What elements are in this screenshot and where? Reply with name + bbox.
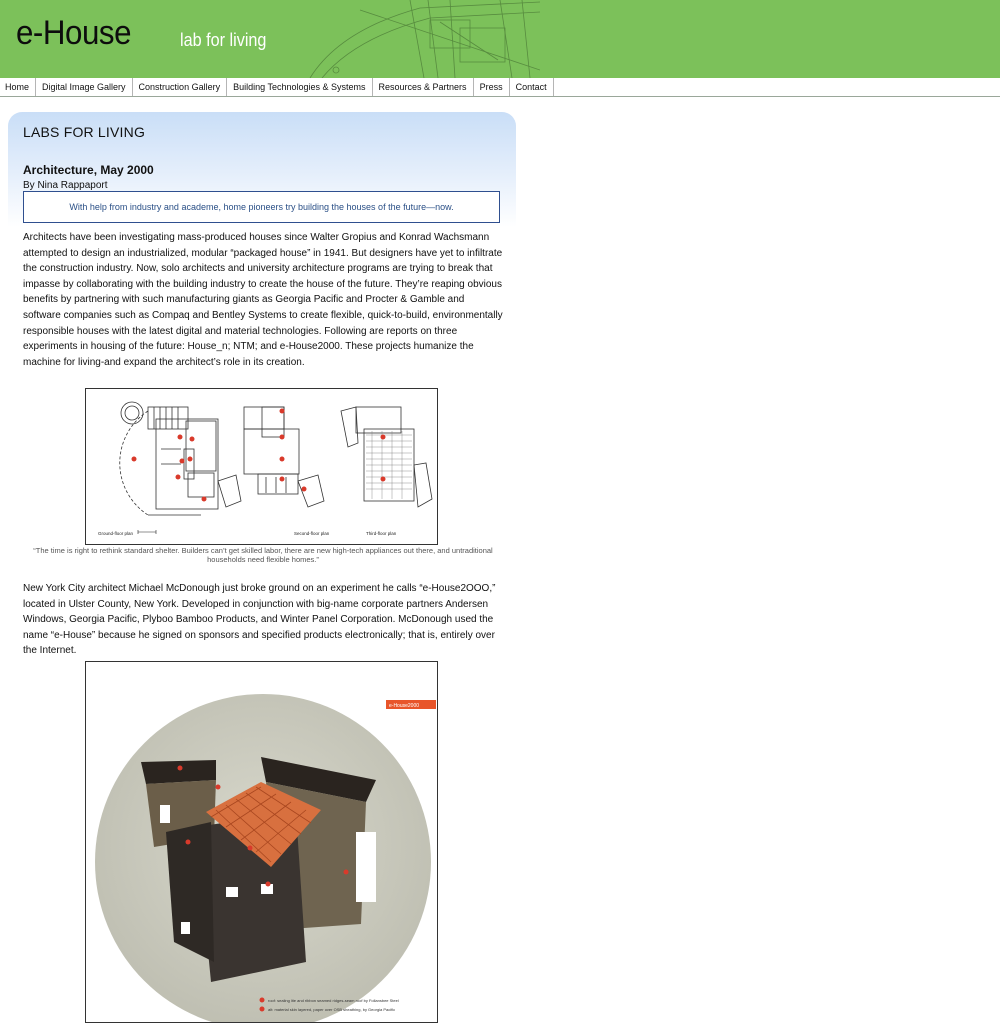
- main-navigation: [0, 78, 1000, 97]
- nav-item-home[interactable]: Home: [0, 78, 36, 96]
- pullquote-box: With help from industry and academe, home pioneers try building the houses of the future—now.: [23, 191, 500, 223]
- nav-item-contact[interactable]: Contact: [510, 78, 554, 96]
- third-floor-label: Third-floor plan: [366, 531, 397, 536]
- house-tag-label: e-House2000: [389, 703, 420, 709]
- nav-item-press[interactable]: Press: [474, 78, 510, 96]
- house-legend-1: roof: sealing lite and ribbon seamed ridges-seam roof by Follansbee Steel: [268, 998, 399, 1003]
- intro-paragraph: Architects have been investigating mass-produced houses since Walter Gropius and Konrad Wachsmann attempted to design an industrialized, modular “packaged house” in 1941. But designers have yet to infiltrate the construction industry. Now, solo architects and university architecture programs are trying to break that impasse by collaborating with the building industry to create the house of the future. They’re reaping obvious benefits by partnering with such manufacturing giants as Georgia Pacific and Procter & Gamble and software companies such as Compaq and Bentley Systems to create flexible, quick-to-build, environmentally responsible houses with the latest digital and material technologies. Following are reports on three experiments in housing of the future: House_n; NTM; and e-House2000. These projects humanize the machine for living-and expand the architect’s role in its creation.: [23, 232, 503, 368]
- nav-item-construction-gallery[interactable]: Construction Gallery: [133, 78, 228, 96]
- floor-plan-image: [85, 388, 438, 545]
- site-tagline: lab for living: [180, 30, 267, 50]
- body-paragraph: New York City architect Michael McDonough just broke ground on an experiment he calls “e-House2OOO,” located in Ulster County, New York. Developed in conjunction with big-name corporate partners Andersen Windows, Georgia Pacific, Plyboo Bamboo Products, and Winter Panel Corporation. McDonough used the name “e-House” because he signed on sponsors and specified products electronically; that is, entirely over the Internet.: [23, 583, 496, 657]
- article-card: [8, 112, 516, 1012]
- house-rendering-drawing: [86, 662, 437, 1022]
- floor-plan-drawing: [86, 389, 437, 544]
- nav-item-resources-partners[interactable]: Resources & Partners: [373, 78, 474, 96]
- architectural-sketch-graphic: [300, 0, 540, 78]
- article-byline: By Nina Rappaport: [23, 180, 108, 191]
- house-legend-2: alt: material skin layered, paper over OSB sheathing, by Georgia Pacific: [268, 1007, 396, 1012]
- site-header: [0, 0, 1000, 78]
- floor-plan-caption: “The time is right to rethink standard shelter. Builders can’t get skilled labor, there are new high-tech appliances out there, and untraditional households need flexible homes.”: [33, 546, 493, 564]
- house-rendering-image: [85, 661, 438, 1023]
- nav-item-building-technologies[interactable]: Building Technologies & Systems: [227, 78, 372, 96]
- article-title: Architecture, May 2000: [23, 163, 154, 177]
- nav-item-digital-image-gallery[interactable]: Digital Image Gallery: [36, 78, 133, 96]
- ground-floor-label: Ground-floor plan: [98, 531, 134, 536]
- second-floor-label: Second-floor plan: [294, 531, 330, 536]
- section-heading: LABS FOR LIVING: [23, 124, 146, 140]
- site-title[interactable]: e-House: [16, 14, 132, 52]
